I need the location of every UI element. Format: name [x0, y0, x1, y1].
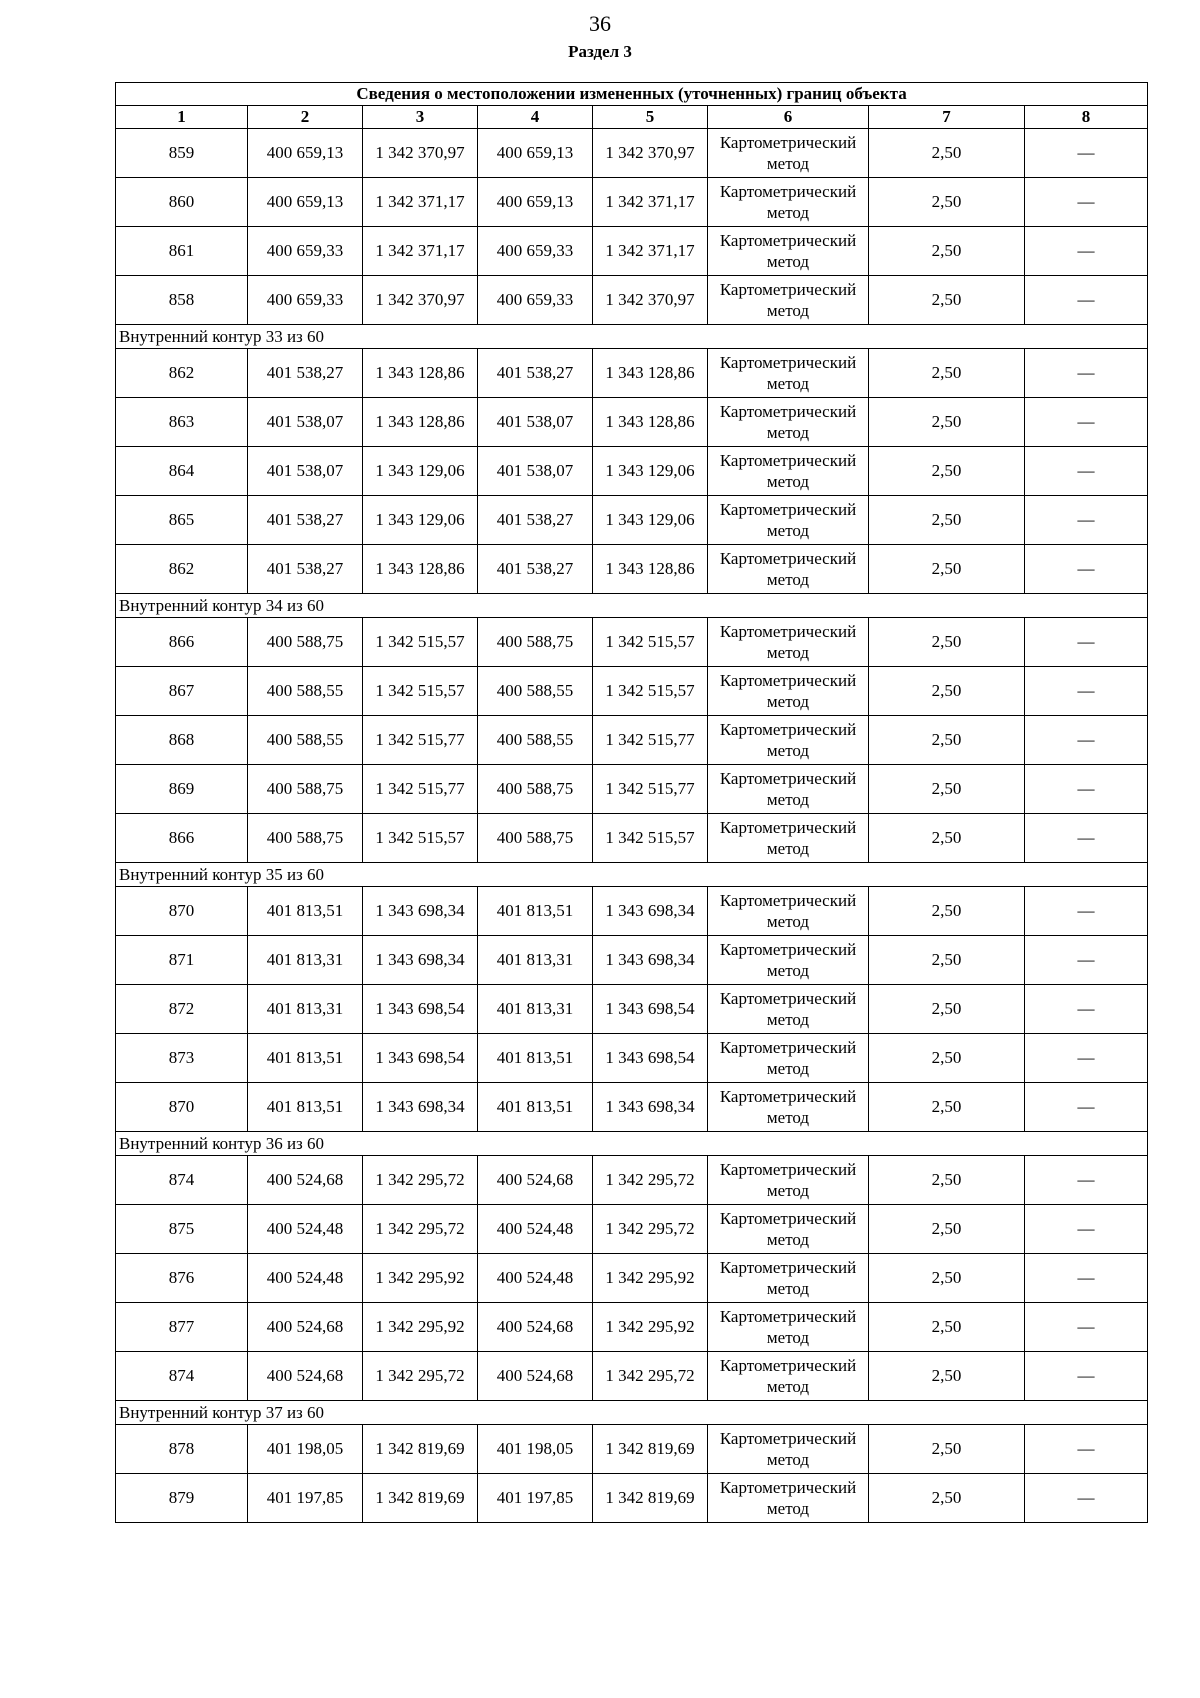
- y-new-cell: 1 342 295,72: [593, 1205, 708, 1254]
- y-old-cell: 1 343 698,34: [363, 936, 478, 985]
- note-cell: —: [1025, 985, 1148, 1034]
- y-new-cell: 1 343 128,86: [593, 545, 708, 594]
- y-new-cell: 1 343 128,86: [593, 398, 708, 447]
- accuracy-cell: 2,50: [869, 1034, 1025, 1083]
- method-cell: Картометрический метод: [708, 178, 869, 227]
- note-cell: —: [1025, 545, 1148, 594]
- point-number-cell: 874: [116, 1352, 248, 1401]
- point-number-cell: 866: [116, 814, 248, 863]
- contour-header-row: [116, 325, 1148, 349]
- y-new-cell: 1 342 370,97: [593, 129, 708, 178]
- accuracy-cell: 2,50: [869, 1156, 1025, 1205]
- x-old-cell: 401 813,51: [248, 1034, 363, 1083]
- x-old-cell: 400 659,13: [248, 129, 363, 178]
- point-number-cell: 874: [116, 1156, 248, 1205]
- accuracy-cell: 2,50: [869, 1083, 1025, 1132]
- table-row: [116, 1083, 1148, 1132]
- x-new-cell: 401 813,51: [478, 887, 593, 936]
- y-new-cell: 1 343 698,54: [593, 1034, 708, 1083]
- note-cell: —: [1025, 814, 1148, 863]
- x-new-cell: 400 659,13: [478, 178, 593, 227]
- table-row: [116, 447, 1148, 496]
- contour-header-row: [116, 594, 1148, 618]
- note-cell: —: [1025, 1352, 1148, 1401]
- note-cell: —: [1025, 1303, 1148, 1352]
- method-cell: Картометрический метод: [708, 349, 869, 398]
- contour-label: Внутренний контур 33 из 60: [116, 325, 1148, 349]
- accuracy-cell: 2,50: [869, 545, 1025, 594]
- contour-label: Внутренний контур 36 из 60: [116, 1132, 1148, 1156]
- y-old-cell: 1 342 515,57: [363, 667, 478, 716]
- table-row: [116, 887, 1148, 936]
- x-new-cell: 401 813,31: [478, 985, 593, 1034]
- note-cell: —: [1025, 1474, 1148, 1523]
- table-row: [116, 667, 1148, 716]
- method-cell: Картометрический метод: [708, 618, 869, 667]
- accuracy-cell: 2,50: [869, 1474, 1025, 1523]
- y-new-cell: 1 343 698,54: [593, 985, 708, 1034]
- accuracy-cell: 2,50: [869, 496, 1025, 545]
- accuracy-cell: 2,50: [869, 814, 1025, 863]
- x-old-cell: 400 524,68: [248, 1303, 363, 1352]
- x-old-cell: 401 538,27: [248, 349, 363, 398]
- method-cell: Картометрический метод: [708, 716, 869, 765]
- table-row: [116, 496, 1148, 545]
- x-old-cell: 401 538,27: [248, 496, 363, 545]
- y-old-cell: 1 343 698,34: [363, 887, 478, 936]
- note-cell: —: [1025, 398, 1148, 447]
- table-row: [116, 349, 1148, 398]
- table-row: [116, 1205, 1148, 1254]
- point-number-cell: 877: [116, 1303, 248, 1352]
- note-cell: —: [1025, 276, 1148, 325]
- y-new-cell: 1 342 295,92: [593, 1303, 708, 1352]
- x-old-cell: 400 659,33: [248, 227, 363, 276]
- table-row: [116, 398, 1148, 447]
- method-cell: Картометрический метод: [708, 1425, 869, 1474]
- y-new-cell: 1 342 819,69: [593, 1425, 708, 1474]
- note-cell: —: [1025, 618, 1148, 667]
- column-number: 5: [593, 106, 708, 129]
- y-new-cell: 1 342 295,92: [593, 1254, 708, 1303]
- y-new-cell: 1 343 129,06: [593, 447, 708, 496]
- x-new-cell: 400 659,13: [478, 129, 593, 178]
- note-cell: —: [1025, 178, 1148, 227]
- y-new-cell: 1 343 698,34: [593, 936, 708, 985]
- table-row: [116, 1303, 1148, 1352]
- y-old-cell: 1 342 295,92: [363, 1303, 478, 1352]
- point-number-cell: 879: [116, 1474, 248, 1523]
- point-number-cell: 862: [116, 349, 248, 398]
- accuracy-cell: 2,50: [869, 765, 1025, 814]
- contour-header-row: [116, 863, 1148, 887]
- table-row: [116, 936, 1148, 985]
- y-old-cell: 1 342 295,72: [363, 1352, 478, 1401]
- method-cell: Картометрический метод: [708, 1352, 869, 1401]
- x-old-cell: 401 197,85: [248, 1474, 363, 1523]
- note-cell: —: [1025, 496, 1148, 545]
- y-new-cell: 1 342 819,69: [593, 1474, 708, 1523]
- x-new-cell: 400 588,55: [478, 716, 593, 765]
- x-new-cell: 401 198,05: [478, 1425, 593, 1474]
- table-row: [116, 1425, 1148, 1474]
- table-row: [116, 178, 1148, 227]
- x-new-cell: 400 524,68: [478, 1352, 593, 1401]
- x-old-cell: 400 588,75: [248, 765, 363, 814]
- x-new-cell: 401 538,07: [478, 398, 593, 447]
- column-number: 4: [478, 106, 593, 129]
- y-new-cell: 1 343 129,06: [593, 496, 708, 545]
- x-old-cell: 401 813,51: [248, 1083, 363, 1132]
- note-cell: —: [1025, 1034, 1148, 1083]
- y-old-cell: 1 342 371,17: [363, 227, 478, 276]
- note-cell: —: [1025, 447, 1148, 496]
- x-old-cell: 401 813,31: [248, 985, 363, 1034]
- x-old-cell: 400 659,13: [248, 178, 363, 227]
- y-old-cell: 1 342 370,97: [363, 276, 478, 325]
- accuracy-cell: 2,50: [869, 936, 1025, 985]
- accuracy-cell: 2,50: [869, 618, 1025, 667]
- point-number-cell: 867: [116, 667, 248, 716]
- x-new-cell: 400 524,48: [478, 1205, 593, 1254]
- y-old-cell: 1 342 295,72: [363, 1205, 478, 1254]
- note-cell: —: [1025, 227, 1148, 276]
- x-old-cell: 400 524,68: [248, 1352, 363, 1401]
- y-old-cell: 1 342 515,77: [363, 716, 478, 765]
- table-row: [116, 129, 1148, 178]
- accuracy-cell: 2,50: [869, 716, 1025, 765]
- x-new-cell: 400 524,48: [478, 1254, 593, 1303]
- method-cell: Картометрический метод: [708, 1034, 869, 1083]
- method-cell: Картометрический метод: [708, 447, 869, 496]
- point-number-cell: 872: [116, 985, 248, 1034]
- method-cell: Картометрический метод: [708, 814, 869, 863]
- table-row: [116, 985, 1148, 1034]
- table-row: [116, 276, 1148, 325]
- point-number-cell: 862: [116, 545, 248, 594]
- column-number: 8: [1025, 106, 1148, 129]
- point-number-cell: 858: [116, 276, 248, 325]
- contour-label: Внутренний контур 35 из 60: [116, 863, 1148, 887]
- table-row: [116, 1156, 1148, 1205]
- accuracy-cell: 2,50: [869, 398, 1025, 447]
- x-new-cell: 400 659,33: [478, 276, 593, 325]
- note-cell: —: [1025, 1205, 1148, 1254]
- table-row: [116, 227, 1148, 276]
- method-cell: Картометрический метод: [708, 936, 869, 985]
- method-cell: Картометрический метод: [708, 496, 869, 545]
- x-old-cell: 400 524,48: [248, 1205, 363, 1254]
- x-old-cell: 401 198,05: [248, 1425, 363, 1474]
- boundary-coordinates-table: [115, 82, 1148, 1523]
- y-new-cell: 1 342 515,57: [593, 618, 708, 667]
- method-cell: Картометрический метод: [708, 1083, 869, 1132]
- table-title: Сведения о местоположении измененных (уточненных) границ объекта: [116, 83, 1148, 106]
- table-title-row: [116, 83, 1148, 106]
- x-new-cell: 401 813,31: [478, 936, 593, 985]
- method-cell: Картометрический метод: [708, 1254, 869, 1303]
- note-cell: —: [1025, 1425, 1148, 1474]
- point-number-cell: 865: [116, 496, 248, 545]
- method-cell: Картометрический метод: [708, 227, 869, 276]
- y-new-cell: 1 342 515,57: [593, 814, 708, 863]
- x-new-cell: 400 659,33: [478, 227, 593, 276]
- y-old-cell: 1 342 515,77: [363, 765, 478, 814]
- x-old-cell: 401 538,07: [248, 398, 363, 447]
- table-row: [116, 1254, 1148, 1303]
- y-old-cell: 1 343 698,34: [363, 1083, 478, 1132]
- accuracy-cell: 2,50: [869, 1254, 1025, 1303]
- accuracy-cell: 2,50: [869, 1205, 1025, 1254]
- column-number: 6: [708, 106, 869, 129]
- note-cell: —: [1025, 1254, 1148, 1303]
- x-old-cell: 400 588,55: [248, 716, 363, 765]
- y-new-cell: 1 342 515,57: [593, 667, 708, 716]
- y-old-cell: 1 342 371,17: [363, 178, 478, 227]
- point-number-cell: 875: [116, 1205, 248, 1254]
- section-title: Раздел 3: [568, 42, 632, 61]
- x-old-cell: 401 813,31: [248, 936, 363, 985]
- page-number: 36: [589, 11, 611, 36]
- method-cell: Картометрический метод: [708, 985, 869, 1034]
- y-new-cell: 1 342 515,77: [593, 765, 708, 814]
- y-new-cell: 1 342 295,72: [593, 1352, 708, 1401]
- y-new-cell: 1 342 515,77: [593, 716, 708, 765]
- note-cell: —: [1025, 349, 1148, 398]
- x-new-cell: 400 588,75: [478, 765, 593, 814]
- table-row: [116, 1474, 1148, 1523]
- y-old-cell: 1 342 370,97: [363, 129, 478, 178]
- x-new-cell: 400 524,68: [478, 1156, 593, 1205]
- x-new-cell: 401 538,07: [478, 447, 593, 496]
- y-old-cell: 1 343 129,06: [363, 447, 478, 496]
- table-row: [116, 545, 1148, 594]
- point-number-cell: 864: [116, 447, 248, 496]
- y-old-cell: 1 342 295,92: [363, 1254, 478, 1303]
- point-number-cell: 878: [116, 1425, 248, 1474]
- accuracy-cell: 2,50: [869, 349, 1025, 398]
- table-row: [116, 618, 1148, 667]
- point-number-cell: 870: [116, 887, 248, 936]
- x-old-cell: 400 588,75: [248, 814, 363, 863]
- point-number-cell: 863: [116, 398, 248, 447]
- point-number-cell: 873: [116, 1034, 248, 1083]
- accuracy-cell: 2,50: [869, 1352, 1025, 1401]
- y-old-cell: 1 342 515,57: [363, 814, 478, 863]
- method-cell: Картометрический метод: [708, 1303, 869, 1352]
- x-new-cell: 400 588,75: [478, 814, 593, 863]
- note-cell: —: [1025, 887, 1148, 936]
- note-cell: —: [1025, 1156, 1148, 1205]
- y-old-cell: 1 343 128,86: [363, 398, 478, 447]
- contour-label: Внутренний контур 34 из 60: [116, 594, 1148, 618]
- x-new-cell: 401 813,51: [478, 1034, 593, 1083]
- note-cell: —: [1025, 716, 1148, 765]
- x-old-cell: 401 538,07: [248, 447, 363, 496]
- y-old-cell: 1 342 515,57: [363, 618, 478, 667]
- accuracy-cell: 2,50: [869, 178, 1025, 227]
- x-new-cell: 400 524,68: [478, 1303, 593, 1352]
- accuracy-cell: 2,50: [869, 276, 1025, 325]
- x-new-cell: 400 588,75: [478, 618, 593, 667]
- x-old-cell: 401 538,27: [248, 545, 363, 594]
- table-row: [116, 1034, 1148, 1083]
- method-cell: Картометрический метод: [708, 545, 869, 594]
- method-cell: Картометрический метод: [708, 1156, 869, 1205]
- method-cell: Картометрический метод: [708, 276, 869, 325]
- note-cell: —: [1025, 1083, 1148, 1132]
- x-old-cell: 400 588,75: [248, 618, 363, 667]
- note-cell: —: [1025, 765, 1148, 814]
- point-number-cell: 861: [116, 227, 248, 276]
- note-cell: —: [1025, 129, 1148, 178]
- accuracy-cell: 2,50: [869, 1303, 1025, 1352]
- y-old-cell: 1 343 698,54: [363, 1034, 478, 1083]
- accuracy-cell: 2,50: [869, 447, 1025, 496]
- y-new-cell: 1 343 698,34: [593, 887, 708, 936]
- column-number: 2: [248, 106, 363, 129]
- y-new-cell: 1 342 371,17: [593, 178, 708, 227]
- x-old-cell: 400 659,33: [248, 276, 363, 325]
- y-old-cell: 1 342 819,69: [363, 1474, 478, 1523]
- point-number-cell: 866: [116, 618, 248, 667]
- x-new-cell: 400 588,55: [478, 667, 593, 716]
- point-number-cell: 860: [116, 178, 248, 227]
- table-row: [116, 765, 1148, 814]
- accuracy-cell: 2,50: [869, 887, 1025, 936]
- x-old-cell: 401 813,51: [248, 887, 363, 936]
- x-old-cell: 400 524,68: [248, 1156, 363, 1205]
- x-new-cell: 401 538,27: [478, 496, 593, 545]
- accuracy-cell: 2,50: [869, 129, 1025, 178]
- x-new-cell: 401 538,27: [478, 545, 593, 594]
- method-cell: Картометрический метод: [708, 398, 869, 447]
- y-old-cell: 1 342 295,72: [363, 1156, 478, 1205]
- column-number-row: [116, 106, 1148, 129]
- method-cell: Картометрический метод: [708, 765, 869, 814]
- x-old-cell: 400 588,55: [248, 667, 363, 716]
- column-number: 1: [116, 106, 248, 129]
- note-cell: —: [1025, 667, 1148, 716]
- method-cell: Картометрический метод: [708, 887, 869, 936]
- column-number: 7: [869, 106, 1025, 129]
- method-cell: Картометрический метод: [708, 129, 869, 178]
- y-new-cell: 1 342 295,72: [593, 1156, 708, 1205]
- y-new-cell: 1 342 370,97: [593, 276, 708, 325]
- accuracy-cell: 2,50: [869, 985, 1025, 1034]
- y-old-cell: 1 343 128,86: [363, 545, 478, 594]
- y-new-cell: 1 343 128,86: [593, 349, 708, 398]
- x-new-cell: 401 813,51: [478, 1083, 593, 1132]
- y-old-cell: 1 343 128,86: [363, 349, 478, 398]
- point-number-cell: 868: [116, 716, 248, 765]
- point-number-cell: 871: [116, 936, 248, 985]
- y-old-cell: 1 342 819,69: [363, 1425, 478, 1474]
- x-new-cell: 401 197,85: [478, 1474, 593, 1523]
- method-cell: Картометрический метод: [708, 667, 869, 716]
- point-number-cell: 870: [116, 1083, 248, 1132]
- accuracy-cell: 2,50: [869, 1425, 1025, 1474]
- point-number-cell: 869: [116, 765, 248, 814]
- x-old-cell: 400 524,48: [248, 1254, 363, 1303]
- table-row: [116, 716, 1148, 765]
- y-old-cell: 1 343 129,06: [363, 496, 478, 545]
- contour-header-row: [116, 1132, 1148, 1156]
- column-number: 3: [363, 106, 478, 129]
- y-old-cell: 1 343 698,54: [363, 985, 478, 1034]
- point-number-cell: 876: [116, 1254, 248, 1303]
- table-row: [116, 814, 1148, 863]
- y-new-cell: 1 342 371,17: [593, 227, 708, 276]
- accuracy-cell: 2,50: [869, 227, 1025, 276]
- y-new-cell: 1 343 698,34: [593, 1083, 708, 1132]
- method-cell: Картометрический метод: [708, 1205, 869, 1254]
- x-new-cell: 401 538,27: [478, 349, 593, 398]
- contour-label: Внутренний контур 37 из 60: [116, 1401, 1148, 1425]
- note-cell: —: [1025, 936, 1148, 985]
- accuracy-cell: 2,50: [869, 667, 1025, 716]
- method-cell: Картометрический метод: [708, 1474, 869, 1523]
- contour-header-row: [116, 1401, 1148, 1425]
- point-number-cell: 859: [116, 129, 248, 178]
- table-row: [116, 1352, 1148, 1401]
